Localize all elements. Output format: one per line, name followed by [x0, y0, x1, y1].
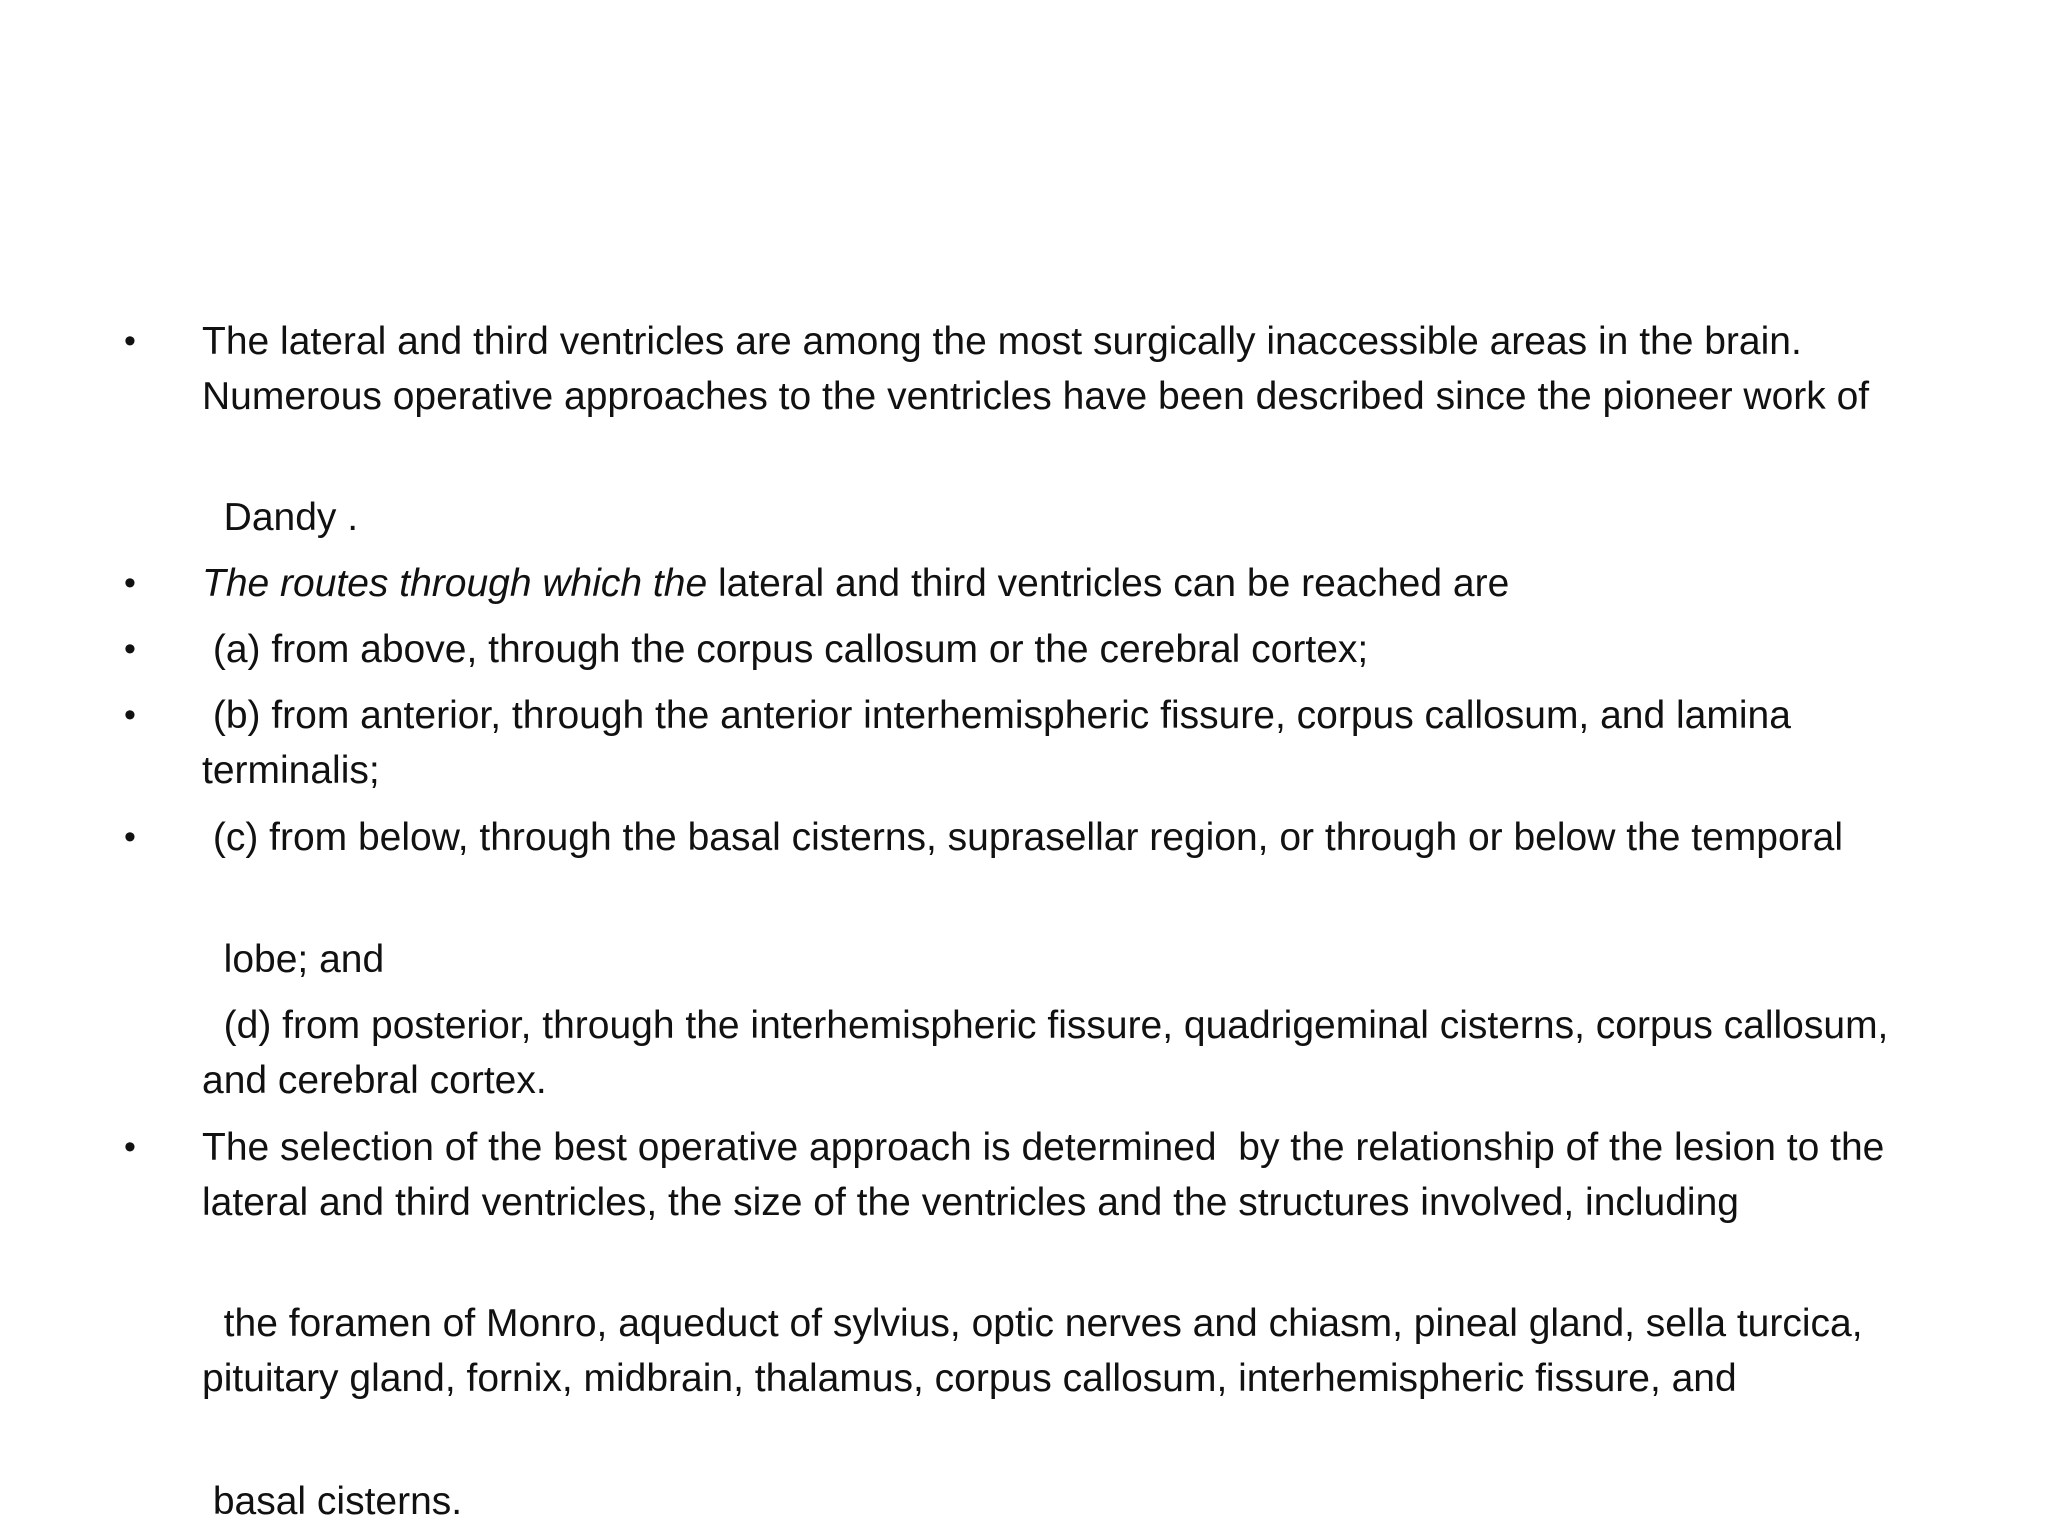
bullet-text: (c) from below, through the basal cisterns, suprasellar region, or through or below the temporal — [202, 816, 1843, 859]
continuation-text: lobe; and — [202, 938, 385, 981]
bullet-text: (a) from above, through the corpus callosum or the cerebral cortex; — [202, 628, 1369, 671]
bullet-icon: • — [124, 630, 136, 668]
bullet-text: The lateral and third ventricles are among the most surgically inaccessible areas in the brain. Numerous operative approaches to the ventricles have been described since the pioneer work of — [202, 320, 1870, 418]
italic-lead-text: The routes through which the — [202, 562, 708, 605]
bullet-icon: • — [124, 564, 136, 602]
bullet-text — [202, 556, 1962, 611]
bullet-icon: • — [124, 322, 136, 360]
bullet-icon: • — [124, 818, 136, 856]
bullet-text: The selection of the best operative approach is determined by the relationship of the lesion to the lateral and third ventricles, the size of the ventricles and the structures involved, including — [202, 1126, 1896, 1224]
continuation-text: basal cisterns. — [202, 1480, 463, 1523]
continuation-text: the foramen of Monro, aqueduct of sylvius, optic nerves and chiasm, pineal gland, sella turcica, pituitary gland, fornix, midbrain, thalamus, corpus callosum, interhemispheric fissure, and — [202, 1302, 1874, 1400]
bullet-icon: • — [124, 1128, 136, 1166]
continuation-text: Dandy . — [202, 496, 359, 539]
bullet-icon: • — [124, 696, 136, 734]
continuation-text: (d) from posterior, through the interhemispheric fissure, quadrigeminal cisterns, corpus callosum, and cerebral cortex. — [202, 1004, 1900, 1102]
bullet-text: (b) from anterior, through the anterior interhemispheric fissure, corpus callosum, and lamina terminalis; — [202, 694, 1802, 792]
bullet-text-rest: lateral and third ventricles can be reached are — [707, 562, 1510, 605]
